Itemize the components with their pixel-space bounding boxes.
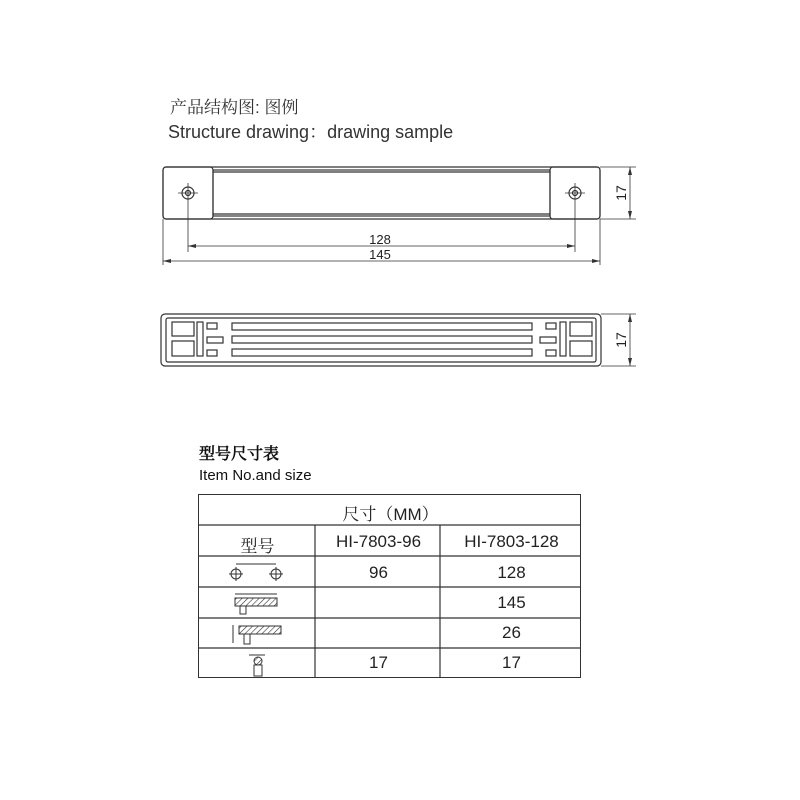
model-label: 型号 — [240, 537, 275, 556]
width-icon — [247, 651, 269, 679]
handle-top-outline — [163, 167, 600, 219]
row3-value-128: 26 — [502, 623, 521, 642]
handle-grip-top — [213, 170, 550, 216]
handle-side-outline — [161, 314, 601, 366]
side-height-label: 17 — [613, 332, 629, 348]
slot-top — [232, 323, 532, 330]
size-table-header: 尺寸（MM） — [342, 505, 439, 524]
row4-value-128: 17 — [502, 653, 521, 672]
slot-bottom — [232, 349, 532, 356]
row1-value-96: 96 — [369, 563, 388, 582]
column-header-128: HI-7803-128 — [464, 532, 559, 551]
drawing-title-zh: 产品结构图: 图例 — [170, 98, 299, 117]
hole-spacing-label: 128 — [369, 232, 391, 247]
size-table-title-en: Item No.and size — [199, 467, 312, 484]
size-table-title-zh: 型号尺寸表 — [199, 446, 280, 463]
length-label: 145 — [369, 247, 391, 262]
top-height-label: 17 — [613, 185, 629, 201]
row2-value-128: 145 — [497, 593, 526, 612]
hole-spacing-icon — [227, 559, 287, 587]
drawing-title-en: Structure drawing：drawing sample — [168, 122, 454, 142]
size-table — [198, 494, 581, 678]
height-icon — [229, 621, 285, 649]
row4-value-96: 17 — [369, 653, 388, 672]
row1-value-128: 128 — [497, 563, 526, 582]
length-icon — [233, 590, 283, 618]
slot-middle — [232, 336, 532, 343]
column-header-96: HI-7803-96 — [335, 532, 422, 551]
